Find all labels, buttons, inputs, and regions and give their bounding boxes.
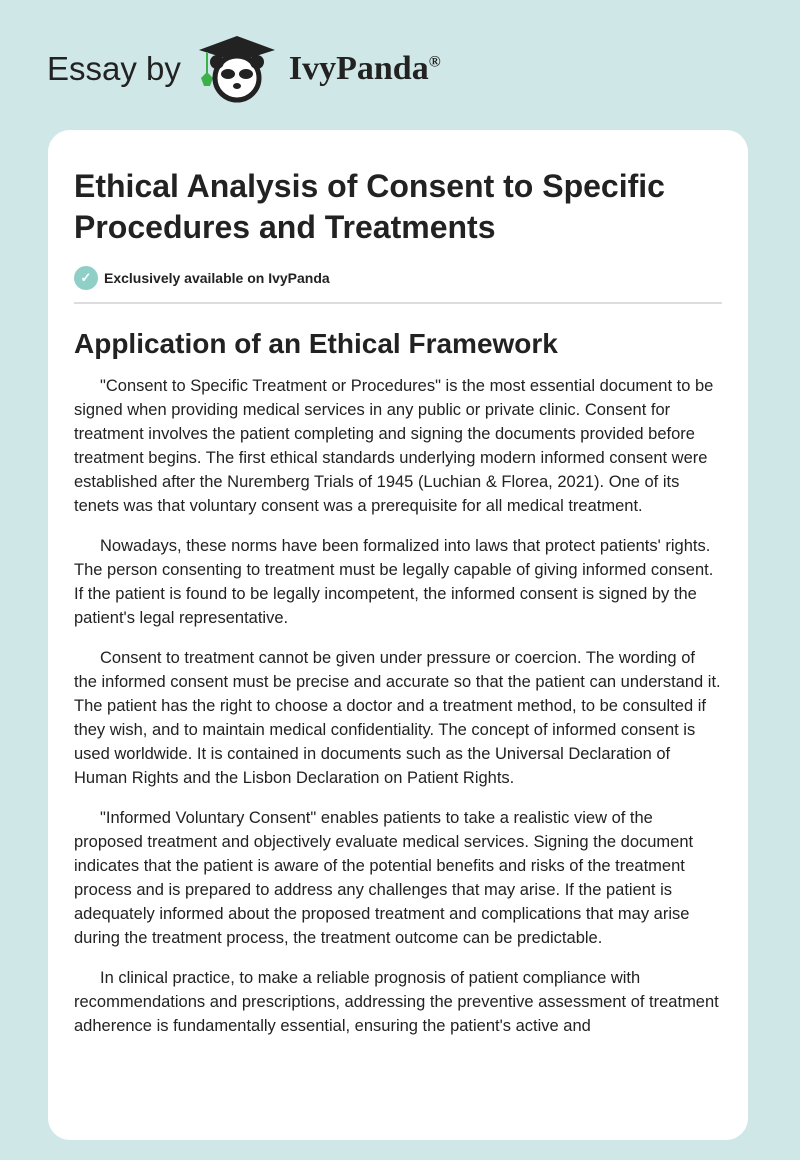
essay-by-label: Essay by	[47, 50, 181, 87]
check-icon: ✓	[74, 266, 98, 290]
section-heading: Application of an Ethical Framework	[74, 328, 558, 359]
essay-card	[48, 130, 748, 1140]
paragraph: In clinical practice, to make a reliable prognosis of patient compliance with recommendations and prescriptions, addressing the preventive assessment of treatment adherence is fundamentally essential, ensuring the patient's active and	[74, 969, 719, 1035]
exclusive-label: Exclusively available on IvyPanda	[104, 270, 330, 286]
paragraph: Nowadays, these norms have been formalized into laws that protect patients' rights. The person consenting to treatment must be legally capable of giving informed consent. If the patient is found to be legally incompetent, the informed consent is signed by the patient's legal representative.	[74, 537, 714, 627]
brand-text: IvyPanda	[288, 50, 429, 87]
site-header	[47, 34, 441, 104]
panda-logo-icon	[195, 34, 279, 104]
paragraph: "Consent to Specific Treatment or Procedures" is the most essential document to be signed when providing medical services in any public or private clinic. Consent for treatment involves the patient completing and signing the documents provided before treatment begins. The first ethical standards underlying modern informed consent were established after the Nuremberg Trials of 1945 (Luchian & Florea, 2021). One of its tenets was that voluntary consent was a prerequisite for all medical treatment.	[74, 377, 714, 515]
paragraph: Consent to treatment cannot be given under pressure or coercion. The wording of the informed consent must be precise and accurate so that the patient can understand it. The patient has the right to choose a doctor and a treatment method, to be consulted if they wish, and to maintain medical confidentiality. The concept of informed consent is used worldwide. It is contained in documents such as the Universal Declaration of Human Rights and the Lisbon Declaration on Patient Rights.	[74, 649, 721, 787]
page-title: Ethical Analysis of Consent to Specific Procedures and Treatments	[74, 168, 665, 245]
brand-name	[289, 50, 441, 88]
divider	[74, 302, 722, 304]
registered-mark: ®	[428, 53, 441, 71]
exclusive-badge	[74, 266, 722, 290]
paragraph: "Informed Voluntary Consent" enables patients to take a realistic view of the proposed treatment and objectively evaluate medical services. Signing the document indicates that the patient is aware of the potential benefits and risks of the treatment process and is prepared to address any challenges that may arise. If the patient is adequately informed about the proposed treatment and complications that may arise during the treatment process, the treatment outcome can be predictable.	[74, 809, 694, 947]
